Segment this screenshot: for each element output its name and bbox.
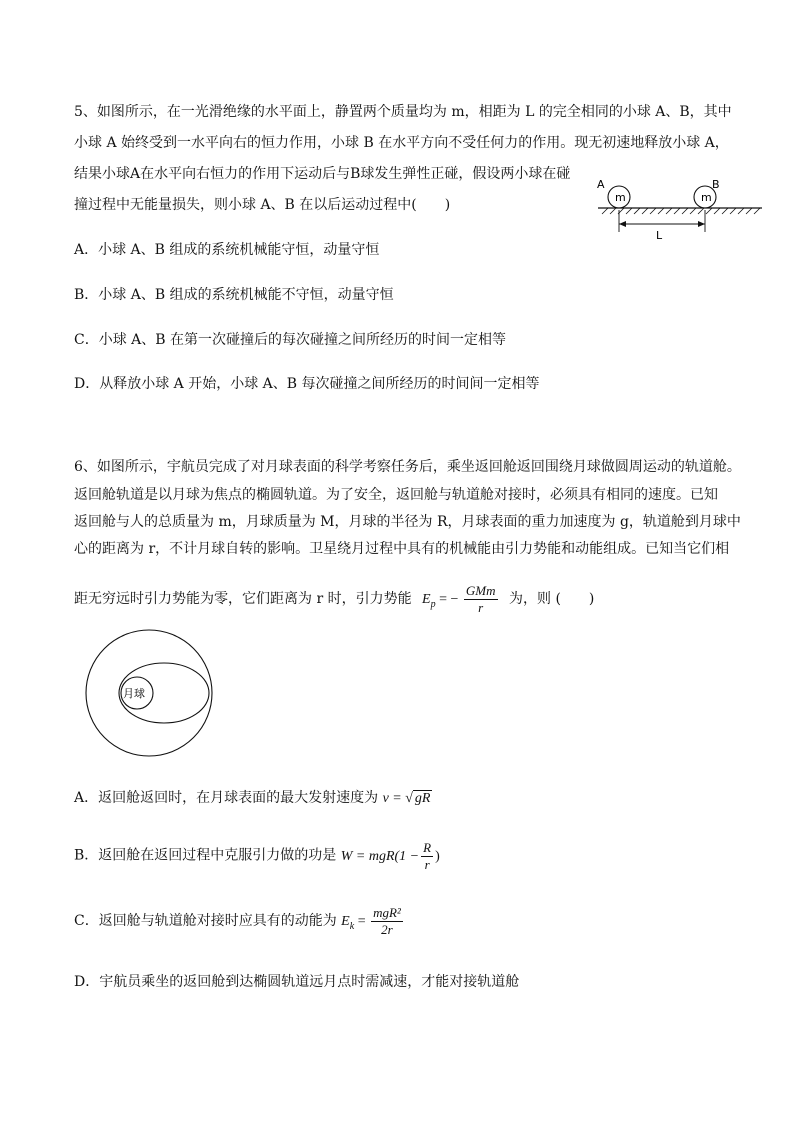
q6-stem-line-1: 6、如图所示，宇航员完成了对月球表面的科学考察任务后，乘坐返回舱返回围绕月球做圆周运动的轨道舱。 [74, 459, 741, 475]
q5-stem-line-3: 结果小球A在水平向右恒力的作用下运动后与B球发生弹性正碰，假设两小球在碰 [74, 166, 571, 182]
q6-stem-line-3: 返回舱与人的总质量为 m，月球质量为 M，月球的半径为 R，月球表面的重力加速度为 g，轨道舱到月球中 [74, 514, 741, 530]
ball-a-mass: m [615, 191, 626, 204]
q5-option-d: D．从释放小球 A 开始，小球 A、B 每次碰撞之间所经历的时间间一定相等 [74, 376, 540, 392]
q6-option-b: B．返回舱在返回过程中克服引力做的功是 W = mgR(1 − $\frac{R}{r}$ ) [74, 840, 440, 872]
q5-stem-line-4: 撞过程中无能量损失，则小球 A、B 在以后运动过程中( ) [74, 197, 451, 213]
q6-stem-line-5 [74, 580, 594, 624]
q5-option-b: B．小球 A、B 组成的系统机械能不守恒，动量守恒 [74, 287, 394, 303]
q5-stem-line-1: 5、如图所示，在一光滑绝缘的水平面上，静置两个质量均为 m，相距为 L 的完全相同的小球 A、B，其中 [74, 104, 732, 120]
q6-option-a: A．返回舱返回时，在月球表面的最大发射速度为 v = √ gR [74, 790, 431, 806]
q6-stem-line-2: 返回舱轨道是以月球为焦点的椭圆轨道。为了安全，返回舱与轨道舱对接时，必须具有相同的速度。已知 [74, 487, 718, 503]
ball-b-label: B [712, 178, 720, 191]
ball-a-label: A [597, 178, 605, 191]
q6-stem-line-4: 心的距离为 r，不计月球自转的影响。卫星绕月过程中具有的机械能由引力势能和动能组成。已知当它们相 [74, 541, 730, 557]
potential-energy-formula: $E_p$ = − $\frac{\text{GMm}}{r}$ [422, 583, 496, 616]
distance-label: L [656, 229, 663, 242]
q6-line5-prefix: 距无穷远时引力势能为零，它们距离为 r 时，引力势能 [74, 591, 412, 607]
q6-option-d: D．宇航员乘坐的返回舱到达椭圆轨道远月点时需减速，才能对接轨道舱 [74, 974, 520, 990]
q5-stem-line-2: 小球 A 始终受到一水平向右的恒力作用，小球 B 在水平方向不受任何力的作用。现无初速地释放小球 A， [74, 135, 729, 151]
moon-label: 月球 [123, 687, 145, 700]
ball-b-mass: m [701, 191, 712, 204]
q6-orbit-figure [74, 628, 224, 758]
q6-option-c: C．返回舱与轨道舱对接时应具有的动能为 $E_k$ = $\frac{\text{mgR²}}{2r}$ [74, 905, 401, 938]
q5-figure [590, 170, 770, 245]
q5-option-a: A．小球 A、B 组成的系统机械能守恒，动量守恒 [74, 242, 380, 258]
q6-line5-suffix: 为，则 ( ) [509, 591, 595, 607]
q5-option-c: C．小球 A、B 在第一次碰撞后的每次碰撞之间所经历的时间一定相等 [74, 332, 507, 348]
